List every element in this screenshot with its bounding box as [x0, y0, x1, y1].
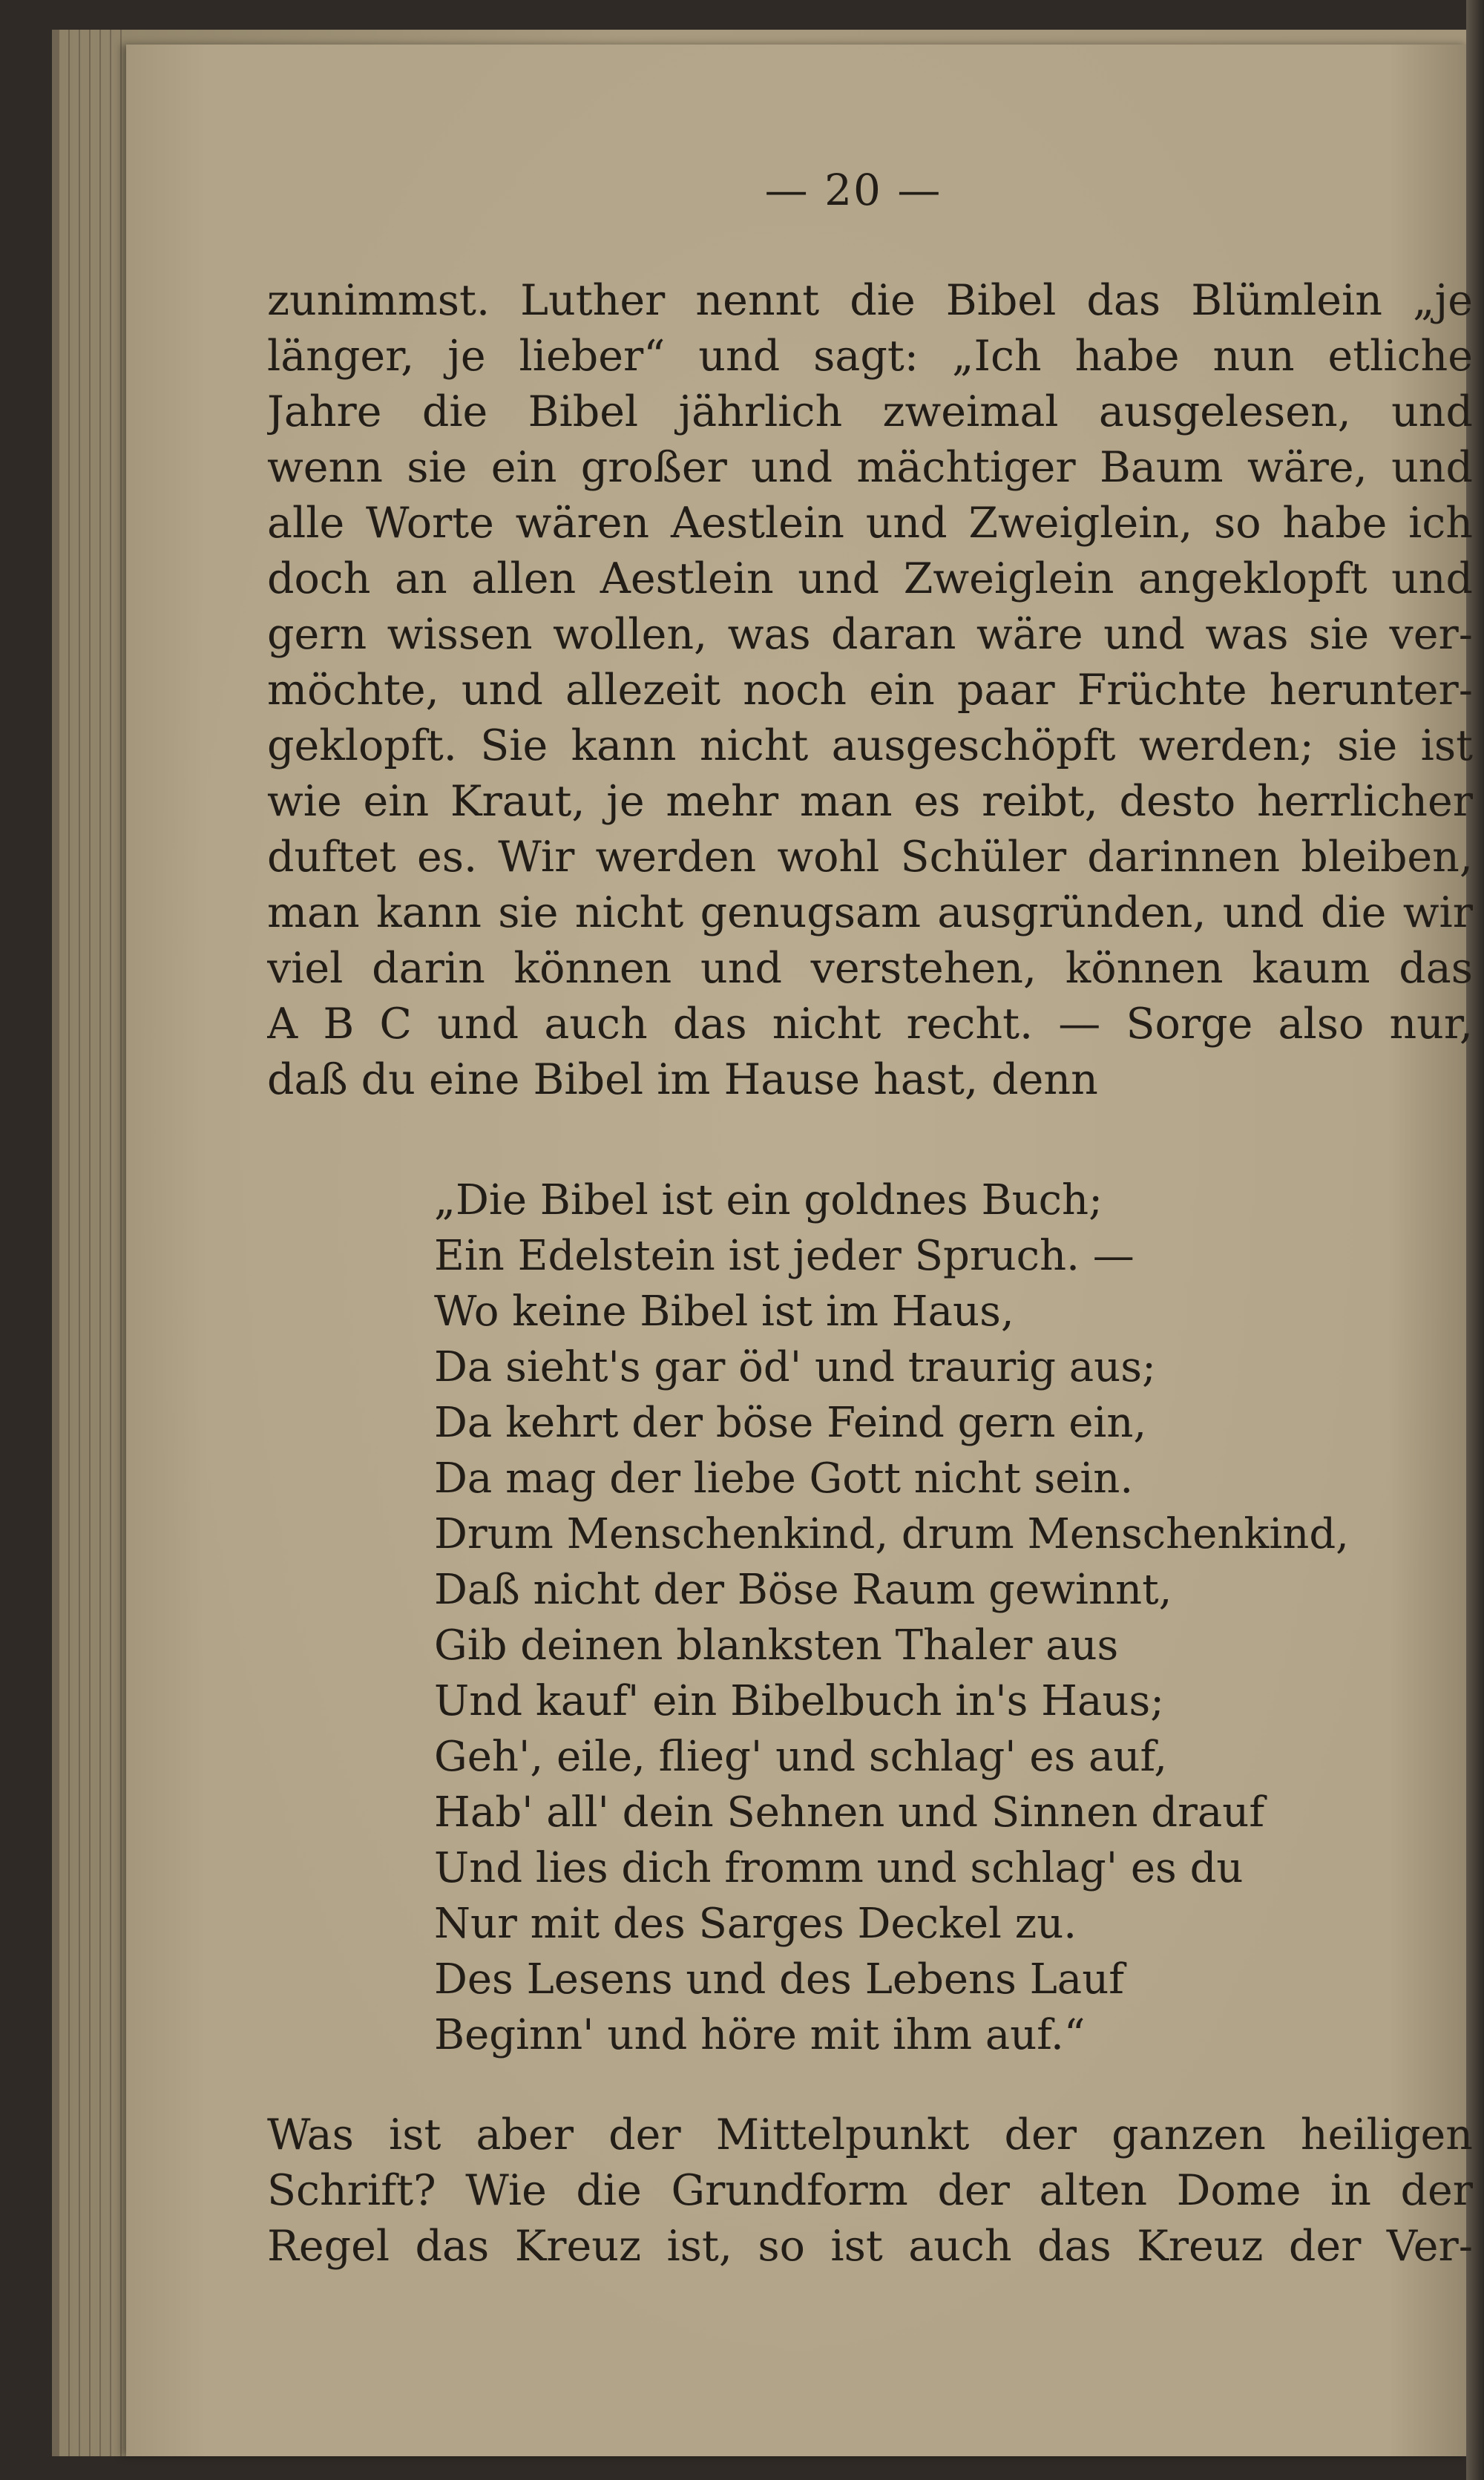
poem-line: Nur mit des Sarges Deckel zu.: [434, 1900, 1077, 1948]
poem-line: Des Lesens und des Lebens Lauf: [434, 1955, 1124, 2004]
text-line: wie ein Kraut, je mehr man es reibt, desto herrlicher: [267, 777, 1473, 826]
text-line: A B C und auch das nicht recht. — Sorge also nur,: [267, 1000, 1473, 1049]
poem-line: Da kehrt der böse Feind gern ein,: [434, 1399, 1147, 1447]
text-line: länger, je lieber“ und sagt: „Ich habe nun etliche: [267, 332, 1473, 381]
poem-line: Hab' all' dein Sehnen und Sinnen drauf: [434, 1788, 1265, 1837]
text-line: Schrift? Wie die Grundform der alten Dome in der: [267, 2166, 1473, 2215]
page-edge-lines: [58, 30, 125, 2456]
poem-line: Und lies dich fromm und schlag' es du: [434, 1844, 1244, 1892]
text-line: Was ist aber der Mittelpunkt der ganzen heiligen: [267, 2110, 1473, 2159]
text-line: gern wissen wollen, was daran wäre und was sie ver-: [267, 610, 1473, 659]
poem-line: Da sieht's gar öd' und traurig aus;: [434, 1343, 1156, 1391]
poem-line: Beginn' und höre mit ihm auf.“: [434, 2011, 1086, 2059]
text-line: alle Worte wären Aestlein und Zweiglein, so habe ich: [267, 499, 1473, 548]
text-line: wenn sie ein großer und mächtiger Baum wäre, und: [267, 443, 1473, 492]
poem-line: Da mag der liebe Gott nicht sein.: [434, 1454, 1134, 1503]
poem-line: Und kauf' ein Bibelbuch in's Haus;: [434, 1677, 1165, 1725]
text-line: Jahre die Bibel jährlich zweimal ausgelesen, und: [267, 387, 1473, 436]
page-number: — 20 —: [764, 165, 942, 215]
poem-line: Ein Edelstein ist jeder Spruch. —: [434, 1232, 1135, 1280]
text-line: geklopft. Sie kann nicht ausgeschöpft werden; sie ist: [267, 721, 1473, 770]
poem-line: Wo keine Bibel ist im Haus,: [434, 1287, 1014, 1336]
text-line: Regel das Kreuz ist, so ist auch das Kreuz der Ver-: [267, 2222, 1473, 2271]
poem-line: Geh', eile, flieg' und schlag' es auf,: [434, 1733, 1168, 1781]
poem-line: Gib deinen blanksten Thaler aus: [434, 1621, 1119, 1670]
text-line: möchte, und allezeit noch ein paar Früchte herunter-: [267, 666, 1473, 715]
text-line: daß du eine Bibel im Hause hast, denn: [267, 1055, 1098, 1104]
text-line: man kann sie nicht genugsam ausgründen, und die wir: [267, 888, 1473, 937]
poem-line: Daß nicht der Böse Raum gewinnt,: [434, 1566, 1172, 1614]
text-line: duftet es. Wir werden wohl Schüler darinnen bleiben,: [267, 833, 1473, 882]
poem-block: [434, 1172, 1349, 2063]
text-line: doch an allen Aestlein und Zweiglein angeklopft und: [267, 554, 1473, 603]
poem-line: „Die Bibel ist ein goldnes Buch;: [434, 1176, 1103, 1224]
poem-line: Drum Menschenkind, drum Menschenkind,: [434, 1510, 1349, 1558]
text-line: zunimmst. Luther nennt die Bibel das Blümlein „je: [267, 276, 1473, 325]
text-line: viel darin können und verstehen, können kaum das: [267, 944, 1473, 993]
prose-block-top: [267, 273, 1473, 1108]
prose-block-bottom: [267, 2107, 1473, 2274]
